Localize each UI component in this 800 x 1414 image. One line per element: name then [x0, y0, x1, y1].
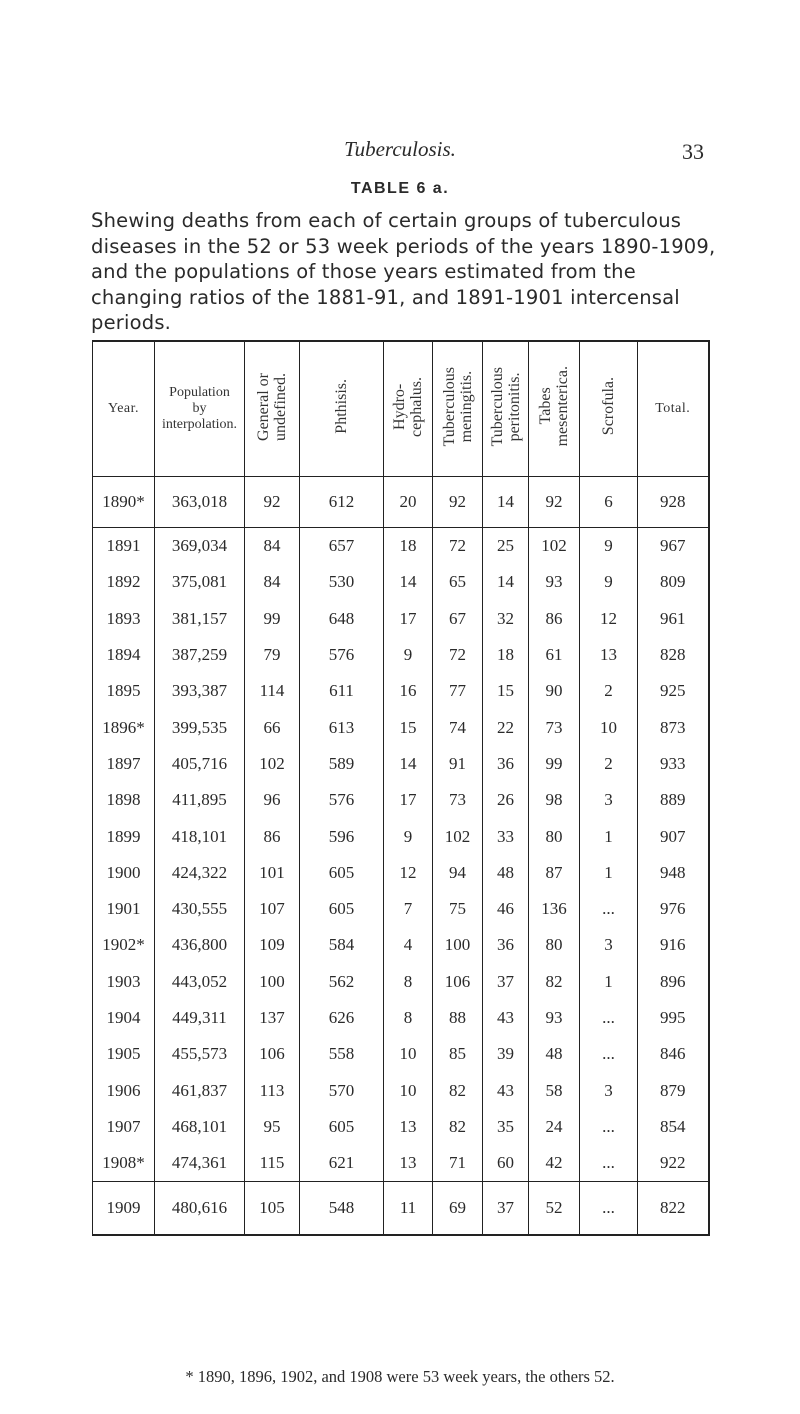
tabes-cell: 58	[529, 1072, 580, 1108]
total-cell: 948	[638, 855, 709, 891]
total-cell: 925	[638, 673, 709, 709]
general-cell: 66	[245, 709, 300, 745]
meningitis-cell: 72	[433, 637, 483, 673]
year-cell: 1906	[93, 1072, 155, 1108]
peritonitis-cell: 22	[483, 709, 529, 745]
tabes-cell: 136	[529, 891, 580, 927]
phthisis-cell: 548	[300, 1182, 384, 1236]
scrofula-cell: 9	[580, 528, 638, 565]
phthisis-cell: 596	[300, 818, 384, 854]
col-header-meningitis: Tuberculous meningitis.	[433, 341, 483, 477]
hydrocephalus-cell: 17	[384, 782, 433, 818]
population-cell: 449,311	[155, 1000, 245, 1036]
hydrocephalus-cell: 10	[384, 1072, 433, 1108]
col-header-general: General or undefined.	[245, 341, 300, 477]
population-cell: 443,052	[155, 964, 245, 1000]
peritonitis-cell: 36	[483, 927, 529, 963]
total-cell: 846	[638, 1036, 709, 1072]
peritonitis-cell: 39	[483, 1036, 529, 1072]
table-row	[93, 1036, 709, 1072]
table-row	[93, 1145, 709, 1182]
table-caption: Shewing deaths from each of certain groups of tuberculous diseases in the 52 or 53 week periods of the years 1890-1909, and the populations of those years estimated from the changing ratios of the 1881-91, and 1891-1901 intercensal periods.	[91, 209, 716, 334]
general-cell: 84	[245, 528, 300, 565]
tabes-cell: 82	[529, 964, 580, 1000]
table-row	[93, 1182, 709, 1236]
total-cell: 907	[638, 818, 709, 854]
phthisis-cell: 562	[300, 964, 384, 1000]
tabes-cell: 52	[529, 1182, 580, 1236]
year-cell: 1901	[93, 891, 155, 927]
table-row	[93, 673, 709, 709]
total-cell: 896	[638, 964, 709, 1000]
phthisis-cell: 611	[300, 673, 384, 709]
header-row	[93, 341, 709, 477]
scrofula-cell: ...	[580, 1000, 638, 1036]
hydrocephalus-cell: 10	[384, 1036, 433, 1072]
scrofula-cell: 10	[580, 709, 638, 745]
hydrocephalus-cell: 9	[384, 637, 433, 673]
phthisis-cell: 584	[300, 927, 384, 963]
year-cell: 1904	[93, 1000, 155, 1036]
general-cell: 86	[245, 818, 300, 854]
population-cell: 468,101	[155, 1109, 245, 1145]
table-row	[93, 1109, 709, 1145]
phthisis-cell: 605	[300, 855, 384, 891]
year-cell: 1909	[93, 1182, 155, 1236]
peritonitis-cell: 37	[483, 1182, 529, 1236]
year-cell: 1896*	[93, 709, 155, 745]
total-cell: 822	[638, 1182, 709, 1236]
page-number: 33	[682, 139, 704, 164]
meningitis-cell: 82	[433, 1072, 483, 1108]
meningitis-cell: 82	[433, 1109, 483, 1145]
table-title: TABLE 6 a.	[350, 180, 450, 197]
table-row	[93, 818, 709, 854]
year-cell: 1893	[93, 601, 155, 637]
year-cell: 1895	[93, 673, 155, 709]
table-row	[93, 746, 709, 782]
total-cell: 809	[638, 564, 709, 600]
population-cell: 474,361	[155, 1145, 245, 1182]
meningitis-cell: 91	[433, 746, 483, 782]
peritonitis-cell: 37	[483, 964, 529, 1000]
scrofula-cell: ...	[580, 891, 638, 927]
meningitis-cell: 102	[433, 818, 483, 854]
year-cell: 1900	[93, 855, 155, 891]
table-row	[93, 637, 709, 673]
peritonitis-cell: 46	[483, 891, 529, 927]
col-header-hydrocephalus: Hydro- cephalus.	[384, 341, 433, 477]
general-cell: 101	[245, 855, 300, 891]
total-cell: 961	[638, 601, 709, 637]
total-cell: 922	[638, 1145, 709, 1182]
meningitis-cell: 77	[433, 673, 483, 709]
phthisis-cell: 589	[300, 746, 384, 782]
meningitis-cell: 65	[433, 564, 483, 600]
scrofula-cell: ...	[580, 1145, 638, 1182]
year-cell: 1907	[93, 1109, 155, 1145]
table-row	[93, 927, 709, 963]
phthisis-cell: 621	[300, 1145, 384, 1182]
scrofula-cell: 2	[580, 746, 638, 782]
hydrocephalus-cell: 8	[384, 964, 433, 1000]
meningitis-cell: 72	[433, 528, 483, 565]
tabes-cell: 73	[529, 709, 580, 745]
year-cell: 1903	[93, 964, 155, 1000]
col-header-phthisis: Phthisis.	[300, 341, 384, 477]
table-row	[93, 964, 709, 1000]
total-cell: 916	[638, 927, 709, 963]
meningitis-cell: 106	[433, 964, 483, 1000]
total-cell: 933	[638, 746, 709, 782]
population-cell: 455,573	[155, 1036, 245, 1072]
hydrocephalus-cell: 16	[384, 673, 433, 709]
total-cell: 889	[638, 782, 709, 818]
meningitis-cell: 75	[433, 891, 483, 927]
total-cell: 854	[638, 1109, 709, 1145]
scrofula-cell: 3	[580, 782, 638, 818]
tabes-cell: 24	[529, 1109, 580, 1145]
peritonitis-cell: 14	[483, 477, 529, 528]
table-row	[93, 709, 709, 745]
table-row	[93, 564, 709, 600]
year-cell: 1897	[93, 746, 155, 782]
peritonitis-cell: 18	[483, 637, 529, 673]
phthisis-cell: 648	[300, 601, 384, 637]
year-cell: 1894	[93, 637, 155, 673]
population-cell: 399,535	[155, 709, 245, 745]
hydrocephalus-cell: 13	[384, 1109, 433, 1145]
population-cell: 418,101	[155, 818, 245, 854]
total-cell: 976	[638, 891, 709, 927]
table-row	[93, 477, 709, 528]
population-cell: 393,387	[155, 673, 245, 709]
tabes-cell: 42	[529, 1145, 580, 1182]
hydrocephalus-cell: 12	[384, 855, 433, 891]
tabes-cell: 93	[529, 1000, 580, 1036]
scrofula-cell: 1	[580, 818, 638, 854]
peritonitis-cell: 35	[483, 1109, 529, 1145]
population-cell: 375,081	[155, 564, 245, 600]
peritonitis-cell: 32	[483, 601, 529, 637]
meningitis-cell: 69	[433, 1182, 483, 1236]
meningitis-cell: 71	[433, 1145, 483, 1182]
scrofula-cell: ...	[580, 1109, 638, 1145]
phthisis-cell: 605	[300, 1109, 384, 1145]
footnote: * 1890, 1896, 1902, and 1908 were 53 week years, the others 52.	[185, 1367, 615, 1386]
tabes-cell: 87	[529, 855, 580, 891]
meningitis-cell: 85	[433, 1036, 483, 1072]
phthisis-cell: 576	[300, 782, 384, 818]
population-cell: 405,716	[155, 746, 245, 782]
general-cell: 105	[245, 1182, 300, 1236]
meningitis-cell: 88	[433, 1000, 483, 1036]
scrofula-cell: 12	[580, 601, 638, 637]
year-cell: 1905	[93, 1036, 155, 1072]
scrofula-cell: ...	[580, 1182, 638, 1236]
tabes-cell: 93	[529, 564, 580, 600]
tabes-cell: 99	[529, 746, 580, 782]
meningitis-cell: 67	[433, 601, 483, 637]
total-cell: 995	[638, 1000, 709, 1036]
population-cell: 430,555	[155, 891, 245, 927]
population-cell: 436,800	[155, 927, 245, 963]
population-cell: 381,157	[155, 601, 245, 637]
col-header-tabes: Tabes mesenterica.	[529, 341, 580, 477]
phthisis-cell: 576	[300, 637, 384, 673]
hydrocephalus-cell: 8	[384, 1000, 433, 1036]
hydrocephalus-cell: 14	[384, 564, 433, 600]
tabes-cell: 92	[529, 477, 580, 528]
hydrocephalus-cell: 11	[384, 1182, 433, 1236]
tuberculosis-deaths-table	[92, 340, 710, 1236]
total-cell: 873	[638, 709, 709, 745]
tabes-cell: 102	[529, 528, 580, 565]
table-row	[93, 855, 709, 891]
general-cell: 102	[245, 746, 300, 782]
peritonitis-cell: 33	[483, 818, 529, 854]
scrofula-cell: 13	[580, 637, 638, 673]
scrofula-cell: ...	[580, 1036, 638, 1072]
year-cell: 1898	[93, 782, 155, 818]
general-cell: 115	[245, 1145, 300, 1182]
peritonitis-cell: 36	[483, 746, 529, 782]
tabes-cell: 48	[529, 1036, 580, 1072]
population-cell: 411,895	[155, 782, 245, 818]
col-header-scrofula: Scrofula.	[580, 341, 638, 477]
col-header-total: Total.	[638, 341, 709, 477]
population-cell: 387,259	[155, 637, 245, 673]
peritonitis-cell: 43	[483, 1072, 529, 1108]
year-cell: 1890*	[93, 477, 155, 528]
general-cell: 137	[245, 1000, 300, 1036]
peritonitis-cell: 48	[483, 855, 529, 891]
total-cell: 967	[638, 528, 709, 565]
meningitis-cell: 92	[433, 477, 483, 528]
hydrocephalus-cell: 7	[384, 891, 433, 927]
general-cell: 100	[245, 964, 300, 1000]
phthisis-cell: 612	[300, 477, 384, 528]
total-cell: 928	[638, 477, 709, 528]
phthisis-cell: 530	[300, 564, 384, 600]
hydrocephalus-cell: 17	[384, 601, 433, 637]
meningitis-cell: 73	[433, 782, 483, 818]
tabes-cell: 86	[529, 601, 580, 637]
general-cell: 113	[245, 1072, 300, 1108]
general-cell: 107	[245, 891, 300, 927]
general-cell: 95	[245, 1109, 300, 1145]
hydrocephalus-cell: 20	[384, 477, 433, 528]
hydrocephalus-cell: 13	[384, 1145, 433, 1182]
phthisis-cell: 605	[300, 891, 384, 927]
general-cell: 106	[245, 1036, 300, 1072]
hydrocephalus-cell: 9	[384, 818, 433, 854]
phthisis-cell: 657	[300, 528, 384, 565]
scrofula-cell: 6	[580, 477, 638, 528]
table-row	[93, 891, 709, 927]
table-row	[93, 782, 709, 818]
population-cell: 369,034	[155, 528, 245, 565]
phthisis-cell: 613	[300, 709, 384, 745]
general-cell: 99	[245, 601, 300, 637]
year-cell: 1899	[93, 818, 155, 854]
population-cell: 461,837	[155, 1072, 245, 1108]
total-cell: 879	[638, 1072, 709, 1108]
scrofula-cell: 1	[580, 964, 638, 1000]
table-row	[93, 601, 709, 637]
year-cell: 1892	[93, 564, 155, 600]
peritonitis-cell: 60	[483, 1145, 529, 1182]
general-cell: 114	[245, 673, 300, 709]
population-cell: 424,322	[155, 855, 245, 891]
phthisis-cell: 570	[300, 1072, 384, 1108]
scrofula-cell: 3	[580, 1072, 638, 1108]
peritonitis-cell: 43	[483, 1000, 529, 1036]
col-header-population: Population by interpolation.	[155, 341, 245, 477]
meningitis-cell: 74	[433, 709, 483, 745]
meningitis-cell: 94	[433, 855, 483, 891]
tabes-cell: 98	[529, 782, 580, 818]
general-cell: 79	[245, 637, 300, 673]
hydrocephalus-cell: 4	[384, 927, 433, 963]
general-cell: 92	[245, 477, 300, 528]
tabes-cell: 90	[529, 673, 580, 709]
peritonitis-cell: 14	[483, 564, 529, 600]
peritonitis-cell: 15	[483, 673, 529, 709]
table-row	[93, 1000, 709, 1036]
col-header-peritonitis: Tuberculous peritonitis.	[483, 341, 529, 477]
scrofula-cell: 3	[580, 927, 638, 963]
hydrocephalus-cell: 15	[384, 709, 433, 745]
scrofula-cell: 2	[580, 673, 638, 709]
peritonitis-cell: 26	[483, 782, 529, 818]
scrofula-cell: 9	[580, 564, 638, 600]
year-cell: 1891	[93, 528, 155, 565]
tabes-cell: 61	[529, 637, 580, 673]
peritonitis-cell: 25	[483, 528, 529, 565]
tabes-cell: 80	[529, 927, 580, 963]
scrofula-cell: 1	[580, 855, 638, 891]
meningitis-cell: 100	[433, 927, 483, 963]
running-title: Tuberculosis.	[344, 137, 456, 161]
population-cell: 480,616	[155, 1182, 245, 1236]
tabes-cell: 80	[529, 818, 580, 854]
year-cell: 1908*	[93, 1145, 155, 1182]
table-row	[93, 528, 709, 565]
phthisis-cell: 626	[300, 1000, 384, 1036]
population-cell: 363,018	[155, 477, 245, 528]
table-row	[93, 1072, 709, 1108]
total-cell: 828	[638, 637, 709, 673]
year-cell: 1902*	[93, 927, 155, 963]
general-cell: 109	[245, 927, 300, 963]
general-cell: 96	[245, 782, 300, 818]
col-header-year: Year.	[93, 341, 155, 477]
phthisis-cell: 558	[300, 1036, 384, 1072]
hydrocephalus-cell: 14	[384, 746, 433, 782]
hydrocephalus-cell: 18	[384, 528, 433, 565]
general-cell: 84	[245, 564, 300, 600]
